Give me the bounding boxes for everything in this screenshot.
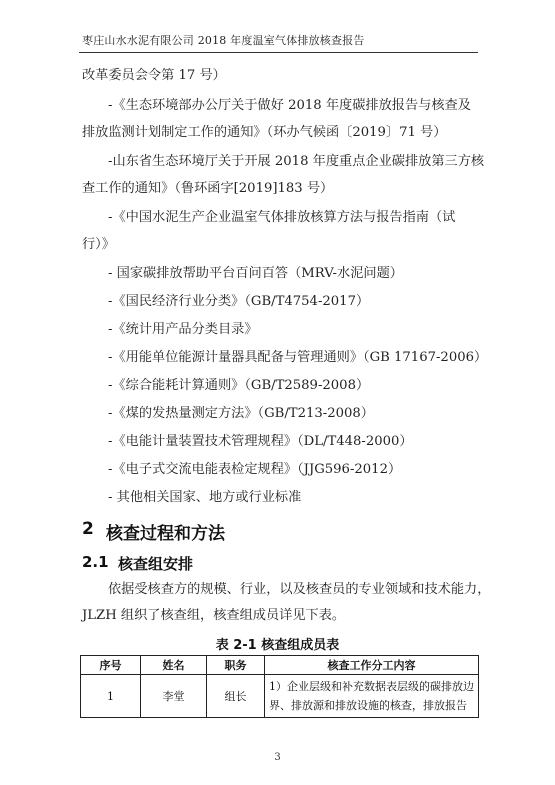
header-title: 枣庄山水水泥有限公司 2018 年度温室气体排放核查报告 — [82, 34, 365, 47]
reference-item-3-line-1: -《中国水泥生产企业温室气体排放核算方法与报告指南（试 — [108, 210, 456, 225]
reference-item-7: -《用能单位能源计量器具配备与管理通则》（GB 17167-2006） — [108, 350, 488, 365]
section-2-1-title: 核查组安排 — [118, 555, 194, 573]
paragraph-line-2: JLZH 组织了核查组，核查组成员详见下表。 — [82, 608, 346, 623]
reference-item-5: -《国民经济行业分类》（GB/T4754-2017） — [108, 294, 370, 309]
header-name: 姓名 — [141, 656, 207, 675]
table-row — [81, 675, 479, 718]
reference-item-2-line-1: -山东省生态环境厅关于开展 2018 年度重点企业碳排放第三方核 — [108, 154, 485, 169]
table-header-row — [81, 656, 479, 675]
header-duties: 核查工作分工内容 — [265, 656, 479, 675]
cell-position: 组长 — [207, 675, 265, 718]
section-2-title: 核查过程和方法 — [106, 524, 225, 544]
header-rule — [79, 52, 478, 53]
table-caption: 表 2-1 核查组成员表 — [215, 638, 340, 653]
reference-item-3-line-2: 行）》 — [82, 237, 115, 252]
section-2-1-number: 2.1 — [82, 553, 109, 571]
reference-item-1-line-1: -《生态环境部办公厅关于做好 2018 年度碳排放报告与核查及 — [108, 98, 471, 113]
reference-item-9: -《煤的发热量测定方法》（GB/T213-2008） — [108, 406, 374, 421]
page-number: 3 — [274, 752, 281, 763]
cell-name: 李堂 — [141, 675, 207, 718]
header-serial-no: 序号 — [81, 656, 141, 675]
continuation-line: 改革委员会令第 17 号） — [82, 68, 226, 83]
reference-item-2-line-2: 查工作的通知》（鲁环函字[2019]183 号） — [82, 181, 334, 196]
reference-item-11: -《电子式交流电能表检定规程》（JJG596-2012） — [108, 462, 402, 477]
reference-item-1-line-2: 排放监测计划制定工作的通知》（环办气候函〔2019〕71 号） — [82, 125, 447, 140]
team-members-table — [80, 655, 479, 718]
paragraph-line-1: 依据受核查方的规模、行业，以及核查员的专业领域和技术能力， — [108, 582, 491, 597]
reference-item-8: -《综合能耗计算通则》（GB/T2589-2008） — [108, 378, 370, 393]
reference-item-10: -《电能计量装置技术管理规程》（DL/T448-2000） — [108, 434, 413, 449]
duty-line-2: 界、排放源和排放设施的核查，排放报告 — [269, 699, 467, 712]
cell-serial-no: 1 — [81, 675, 141, 718]
reference-item-6: -《统计用产品分类目录》 — [108, 322, 258, 337]
header-position: 职务 — [207, 656, 265, 675]
reference-item-4: - 国家碳排放帮助平台百问百答（MRV-水泥问题） — [108, 266, 403, 281]
duty-line-1: 1）企业层级和补充数据表层级的碳排放边 — [269, 680, 474, 693]
section-2-number: 2 — [82, 519, 94, 539]
reference-item-12: - 其他相关国家、地方或行业标准 — [108, 490, 302, 505]
cell-duties — [265, 675, 479, 718]
